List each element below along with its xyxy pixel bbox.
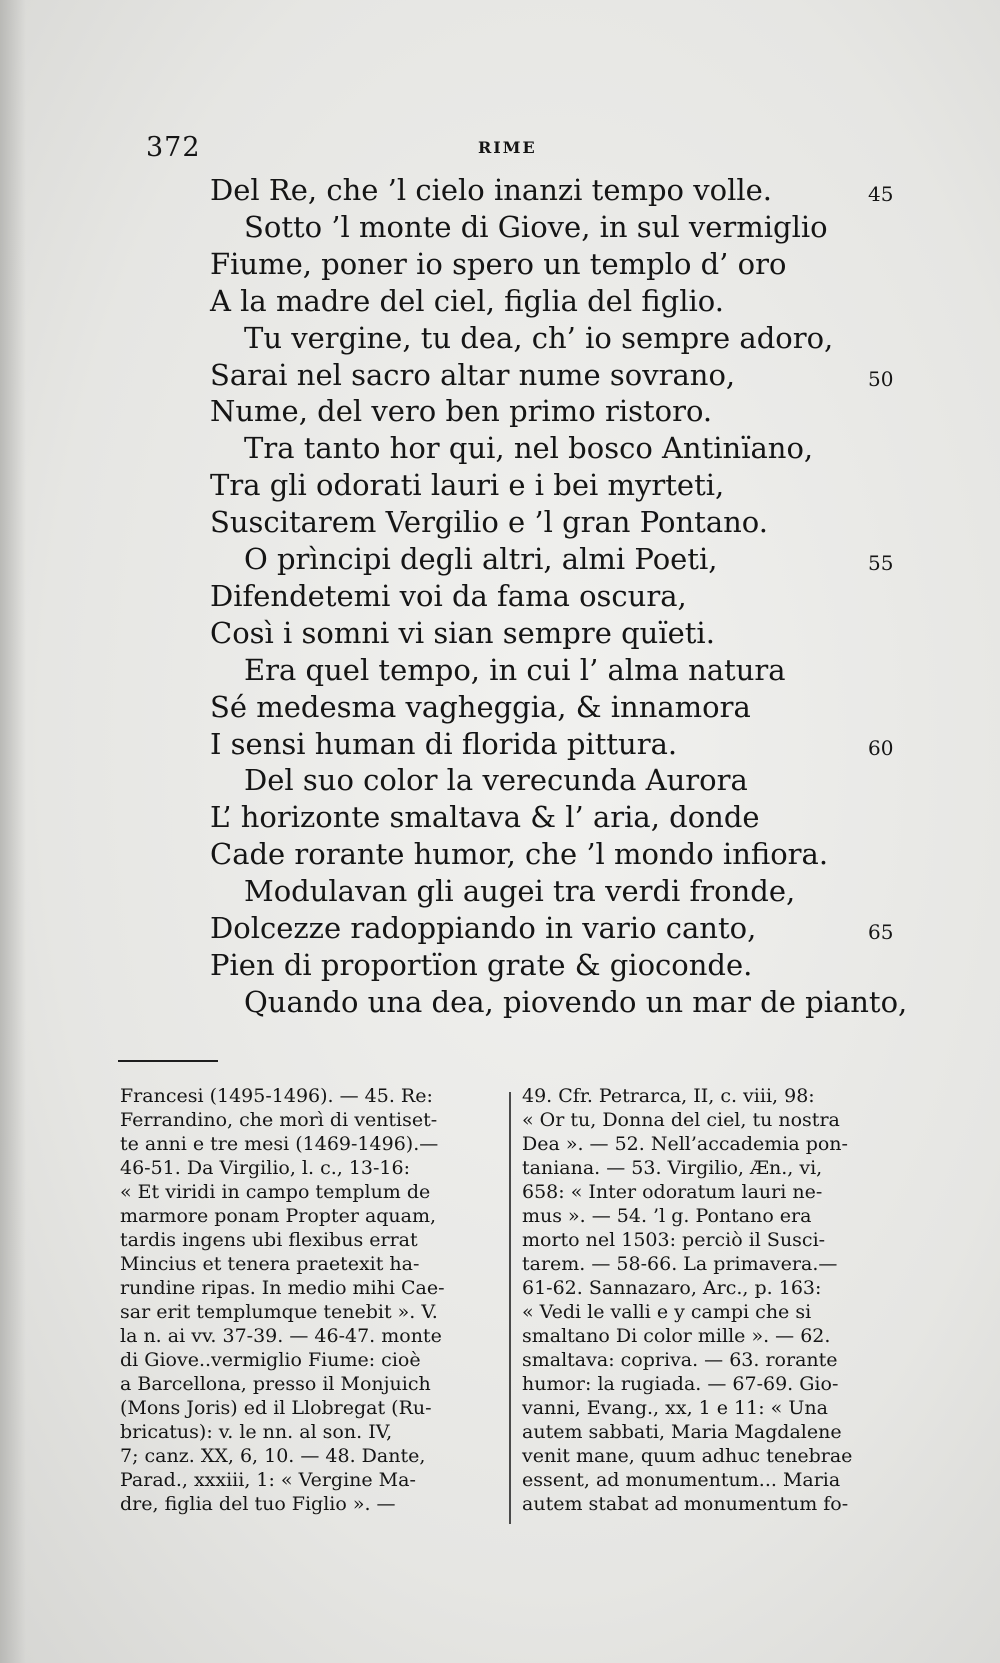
footnote-line: « Et viridi in campo templum de: [120, 1181, 431, 1203]
footnote-line: 7; canz. XX, 6, 10. — 48. Dante,: [120, 1445, 426, 1467]
verse-line: Sé medesma vagheggia, & innamora: [210, 689, 751, 724]
verse-line: Così i somni vi sian sempre quïeti.: [210, 615, 715, 650]
verse-line: O prìncipi degli altri, almi Poeti,: [244, 542, 718, 576]
page-number: 372: [146, 132, 201, 163]
verse-line: Cade rorante humor, che ’l mondo infiora.: [210, 837, 829, 872]
verse-line: Pien di proportïon grate & gioconde.: [210, 947, 753, 982]
footnote-line: 658: « Inter odoratum lauri ne-: [522, 1181, 823, 1203]
footnote-line: te anni e tre mesi (1469-1496).—: [120, 1133, 439, 1155]
footnote-line: sar erit templumque tenebit ». V.: [120, 1301, 438, 1323]
footnote-line: tarem. — 58-66. La primavera.—: [522, 1253, 838, 1275]
footnote-line: tardis ingens ubi flexibus errat: [120, 1229, 418, 1251]
verse-line: Modulavan gli augei tra verdi fronde,: [244, 874, 796, 909]
footnote-separator-rule: [118, 1060, 218, 1062]
verse-line-number: 60: [868, 735, 894, 760]
verse-line: Del Re, che ’l cielo inanzi tempo volle.: [210, 173, 773, 207]
footnote-line: mus ». — 54. ’l g. Pontano era: [522, 1205, 812, 1227]
verse-line: Difendetemi voi da fama oscura,: [210, 578, 687, 613]
verse-line-number: 65: [868, 920, 894, 944]
verse-line-number: 45: [868, 182, 894, 206]
verse-line: Fiume, poner io spero un templo d’ oro: [210, 246, 787, 281]
footnote-line: venit mane, quum adhuc tenebrae: [522, 1445, 853, 1467]
verse-line: Dolcezze radoppiando in vario canto,: [210, 911, 757, 945]
footnote-line: humor: la rugiada. — 67-69. Gio-: [522, 1373, 839, 1395]
verse-line: Suscitarem Vergilio e ’l gran Pontano.: [210, 505, 768, 540]
footnote-line: Parad., xxxiii, 1: « Vergine Ma-: [120, 1469, 416, 1491]
footnote-line: Francesi (1495-1496). — 45. Re:: [120, 1085, 433, 1107]
verse-line: A la madre del ciel, figlia del figlio.: [210, 283, 724, 318]
verse-line: Sarai nel sacro altar nume sovrano,: [210, 357, 736, 392]
footnote-line: marmore ponam Propter aquam,: [120, 1205, 437, 1227]
footnote-line: bricatus): v. le nn. al son. IV,: [120, 1421, 393, 1443]
running-head: RIME: [478, 138, 537, 157]
footnote-column-divider: [509, 1092, 511, 1524]
footnote-line: 49. Cfr. Petrarca, II, c. viii, 98:: [522, 1085, 815, 1107]
footnote-line: « Or tu, Donna del ciel, tu nostra: [522, 1109, 840, 1131]
footnote-line: dre, figlia del tuo Figlio ». —: [120, 1493, 396, 1515]
verse-line-number: 55: [868, 551, 894, 575]
footnote-line: autem sabbati, Maria Magdalene: [522, 1421, 842, 1443]
verse-line: Sotto ’l monte di Giove, in sul vermiglio: [244, 209, 828, 244]
footnote-line: Mincius et tenera praetexit ha-: [120, 1253, 420, 1275]
footnote-line: smaltava: copriva. — 63. rorante: [522, 1349, 838, 1371]
footnote-line: Ferrandino, che morì di ventiset-: [120, 1109, 438, 1131]
footnote-line: (Mons Joris) ed il Llobregat (Ru-: [120, 1397, 432, 1419]
footnote-line: vanni, Evang., xx, 1 e 11: « Una: [522, 1397, 828, 1419]
verse-line: Tu vergine, tu dea, ch’ io sempre adoro,: [244, 320, 834, 355]
footnote-line: la n. ai vv. 37-39. — 46-47. monte: [120, 1325, 442, 1347]
verse-line: Quando una dea, piovendo un mar de pianto,: [244, 984, 908, 1019]
verse-line: Tra gli odorati lauri e i bei myrteti,: [210, 468, 725, 503]
verse-line-number: 50: [868, 366, 894, 391]
footnote-line: Dea ». — 52. Nell’accademia pon-: [522, 1133, 848, 1155]
verse-line: Nume, del vero ben primo ristoro.: [210, 394, 713, 429]
footnote-line: autem stabat ad monumentum fo-: [522, 1493, 849, 1515]
footnote-line: 46-51. Da Virgilio, l. c., 13-16:: [120, 1157, 411, 1179]
footnote-line: di Giove..vermiglio Fiume: cioè: [120, 1349, 421, 1371]
footnote-line: rundine ripas. In medio mihi Cae-: [120, 1277, 445, 1299]
footnote-line: smaltano Di color mille ». — 62.: [522, 1325, 831, 1347]
verse-line: I sensi human di florida pittura.: [210, 726, 678, 761]
verse-line: Tra tanto hor qui, nel bosco Antinïano,: [244, 431, 814, 466]
footnote-line: taniana. — 53. Virgilio, Æn., vi,: [522, 1157, 823, 1179]
footnote-line: essent, ad monumentum... Maria: [522, 1469, 841, 1491]
verse-line: L’ horizonte smaltava & l’ aria, donde: [210, 800, 760, 835]
verse-line: Era quel tempo, in cui l’ alma natura: [244, 652, 786, 687]
footnote-line: « Vedi le valli e y campi che si: [522, 1301, 812, 1323]
footnote-line: 61-62. Sannazaro, Arc., p. 163:: [522, 1277, 822, 1299]
footnote-line: morto nel 1503: perciò il Susci-: [522, 1229, 826, 1251]
verse-line: Del suo color la verecunda Aurora: [244, 763, 748, 798]
page-gutter-shadow: [0, 0, 26, 1663]
footnote-line: a Barcellona, presso il Monjuich: [120, 1373, 431, 1395]
